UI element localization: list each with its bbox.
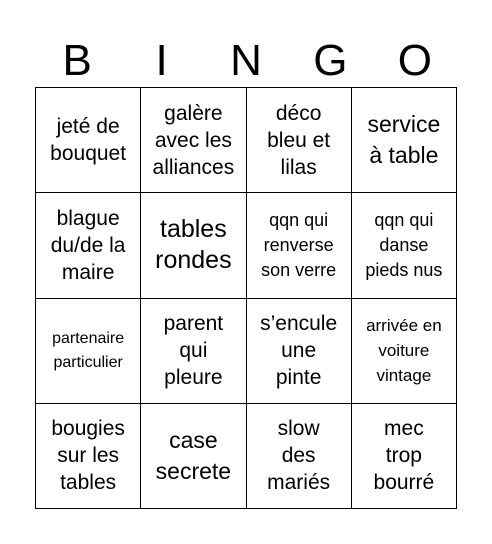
header-letter-o: O xyxy=(397,36,432,85)
cell-label: déco bleu et lilas xyxy=(267,101,331,179)
bingo-cell[interactable] xyxy=(36,193,141,298)
bingo-cell[interactable] xyxy=(141,299,246,404)
cell-label: service à table xyxy=(367,111,441,169)
bingo-cell[interactable] xyxy=(352,88,457,193)
bingo-cell[interactable] xyxy=(352,404,457,509)
bingo-cell[interactable] xyxy=(247,88,352,193)
header-letter-g: G xyxy=(313,36,348,85)
bingo-grid xyxy=(35,87,457,509)
bingo-cell[interactable] xyxy=(352,299,457,404)
cell-label: qqn qui renverse son verre xyxy=(261,209,337,280)
header-letter-n: N xyxy=(230,36,262,85)
cell-label: bougies sur les tables xyxy=(51,417,125,495)
header-letter-b: B xyxy=(62,36,92,85)
cell-label: blague du/de la maire xyxy=(50,206,126,284)
cell-label: s’encule une pinte xyxy=(260,312,338,390)
cell-label: mec trop bourré xyxy=(373,417,435,495)
bingo-cell[interactable] xyxy=(141,193,246,298)
bingo-cell[interactable] xyxy=(247,299,352,404)
bingo-cell[interactable] xyxy=(36,299,141,404)
cell-label: qqn qui danse pieds nus xyxy=(365,209,443,280)
cell-label: galère avec les alliances xyxy=(152,101,235,179)
bingo-cell[interactable] xyxy=(141,88,246,193)
cell-label: parent qui pleure xyxy=(163,312,224,390)
bingo-cell[interactable] xyxy=(247,193,352,298)
header-letter-i: I xyxy=(155,36,168,85)
cell-label: partenaire particulier xyxy=(52,329,125,371)
bingo-cell[interactable] xyxy=(141,404,246,509)
bingo-cell[interactable] xyxy=(352,193,457,298)
cell-label: arrivée en voiture vintage xyxy=(366,316,442,386)
cell-label: slow des mariés xyxy=(267,417,331,495)
bingo-cell[interactable] xyxy=(36,404,141,509)
bingo-header xyxy=(35,38,457,84)
bingo-cell[interactable] xyxy=(36,88,141,193)
cell-label: case secrete xyxy=(155,426,232,484)
cell-label: jeté de bouquet xyxy=(50,115,127,166)
cell-label: tables rondes xyxy=(155,215,232,275)
bingo-cell[interactable] xyxy=(247,404,352,509)
